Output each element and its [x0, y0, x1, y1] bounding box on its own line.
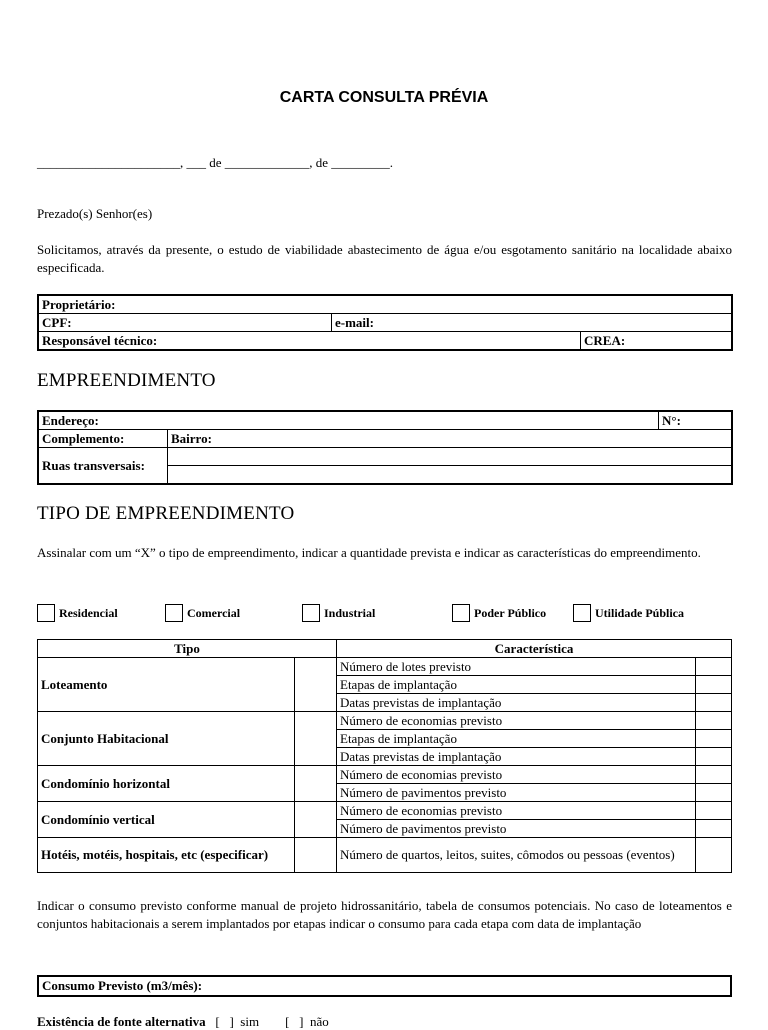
ruas-transversais-field-2[interactable]	[168, 466, 733, 485]
checkbox-residencial[interactable]	[37, 604, 118, 622]
proprietario-field[interactable]: Proprietário:	[38, 295, 732, 314]
checkbox-label: Industrial	[324, 605, 376, 620]
checkbox-poder-publico[interactable]	[452, 604, 546, 622]
email-field[interactable]: e-mail:	[332, 314, 733, 332]
caracteristica-label: Número de lotes previsto	[337, 658, 696, 676]
checkbox-label: Utilidade Pública	[595, 605, 685, 620]
greeting: Prezado(s) Senhor(es)	[37, 206, 153, 221]
tipo-checkbox-row	[37, 604, 737, 624]
consumo-previsto-field[interactable]: Consumo Previsto (m3/mês):	[38, 976, 731, 996]
caracteristica-value-cell[interactable]	[696, 730, 732, 748]
tipo-characteristics-table	[37, 639, 732, 873]
crea-field[interactable]: CREA:	[581, 332, 733, 351]
tipo-quantity-cell[interactable]	[295, 802, 337, 838]
tipo-name: Loteamento	[38, 658, 295, 712]
intro-paragraph: Solicitamos, através da presente, o estudo de viabilidade abastecimento de água e/ou esgotamento sanitário na localidade abaixo especificada.	[37, 242, 732, 275]
section-heading-empreendimento: EMPREENDIMENTO	[37, 370, 216, 391]
header-caracteristica: Característica	[337, 640, 732, 658]
tipo-quantity-cell[interactable]	[295, 658, 337, 712]
caracteristica-label: Número de pavimentos previsto	[337, 784, 696, 802]
tipo-name: Hotéis, motéis, hospitais, etc (especificar)	[38, 838, 295, 873]
checkbox-label: Residencial	[59, 605, 118, 620]
complemento-field[interactable]: Complemento:	[38, 430, 168, 448]
document-title: CARTA CONSULTA PRÉVIA	[279, 89, 489, 106]
tipo-name: Condomínio vertical	[38, 802, 295, 838]
caracteristica-label: Datas previstas de implantação	[337, 694, 696, 712]
caracteristica-label: Número de quartos, leitos, suites, cômodos ou pessoas (eventos)	[337, 838, 696, 873]
checkbox-box[interactable]	[37, 604, 55, 622]
caracteristica-value-cell[interactable]	[696, 748, 732, 766]
checkbox-box[interactable]	[452, 604, 470, 622]
fonte-nao-option[interactable]: [ ] não	[285, 1014, 329, 1029]
checkbox-label: Comercial	[187, 605, 241, 620]
tipo-quantity-cell[interactable]	[295, 712, 337, 766]
checkbox-box[interactable]	[573, 604, 591, 622]
tipo-instructions: Assinalar com um “X” o tipo de empreendimento, indicar a quantidade prevista e indicar as características do empreendimento.	[37, 545, 701, 560]
checkbox-label: Poder Público	[474, 605, 547, 620]
tipo-name: Condomínio horizontal	[38, 766, 295, 802]
caracteristica-value-cell[interactable]	[696, 820, 732, 838]
tipo-quantity-cell[interactable]	[295, 766, 337, 802]
checkbox-box[interactable]	[302, 604, 320, 622]
caracteristica-value-cell[interactable]	[696, 658, 732, 676]
checkbox-utilidade-publica[interactable]	[573, 604, 684, 622]
caracteristica-value-cell[interactable]	[696, 712, 732, 730]
checkbox-box[interactable]	[165, 604, 183, 622]
caracteristica-value-cell[interactable]	[696, 784, 732, 802]
cpf-field[interactable]: CPF:	[38, 314, 332, 332]
caracteristica-label: Etapas de implantação	[337, 676, 696, 694]
caracteristica-label: Etapas de implantação	[337, 730, 696, 748]
checkbox-comercial[interactable]	[165, 604, 240, 622]
caracteristica-label: Datas previstas de implantação	[337, 748, 696, 766]
fonte-alternativa-line	[37, 1014, 329, 1030]
address-table	[37, 410, 733, 485]
caracteristica-label: Número de pavimentos previsto	[337, 820, 696, 838]
endereco-field[interactable]: Endereço:	[38, 411, 659, 430]
header-tipo: Tipo	[38, 640, 337, 658]
consumo-instructions: Indicar o consumo previsto conforme manual de projeto hidrossanitário, tabela de consumos potenciais. No caso de loteamentos e conjuntos habitacionais a serem implantados por etapas indicar o consumo para cada etapa com data de implantação	[37, 898, 732, 931]
caracteristica-value-cell[interactable]	[696, 676, 732, 694]
tipo-quantity-cell[interactable]	[295, 838, 337, 873]
caracteristica-label: Número de economias previsto	[337, 802, 696, 820]
numero-field[interactable]: N°:	[659, 411, 733, 430]
consumo-table	[37, 975, 732, 997]
caracteristica-value-cell[interactable]	[696, 694, 732, 712]
ruas-transversais-label: Ruas transversais:	[38, 448, 168, 485]
fonte-alternativa-label: Existência de fonte alternativa	[37, 1014, 206, 1029]
responsavel-tecnico-field[interactable]: Responsável técnico:	[38, 332, 581, 351]
bairro-field[interactable]: Bairro:	[168, 430, 733, 448]
caracteristica-value-cell[interactable]	[696, 766, 732, 784]
section-heading-tipo: TIPO DE EMPREENDIMENTO	[37, 503, 295, 524]
caracteristica-label: Número de economias previsto	[337, 766, 696, 784]
fonte-sim-option[interactable]: [ ] sim	[215, 1014, 260, 1029]
tipo-name: Conjunto Habitacional	[38, 712, 295, 766]
caracteristica-value-cell[interactable]	[696, 802, 732, 820]
date-line[interactable]: ______________________, ___ de _____________, de _________.	[37, 155, 394, 170]
ruas-transversais-field-1[interactable]	[168, 448, 733, 466]
caracteristica-value-cell[interactable]	[696, 838, 732, 873]
caracteristica-label: Número de economias previsto	[337, 712, 696, 730]
checkbox-industrial[interactable]	[302, 604, 375, 622]
owner-info-table	[37, 294, 733, 351]
